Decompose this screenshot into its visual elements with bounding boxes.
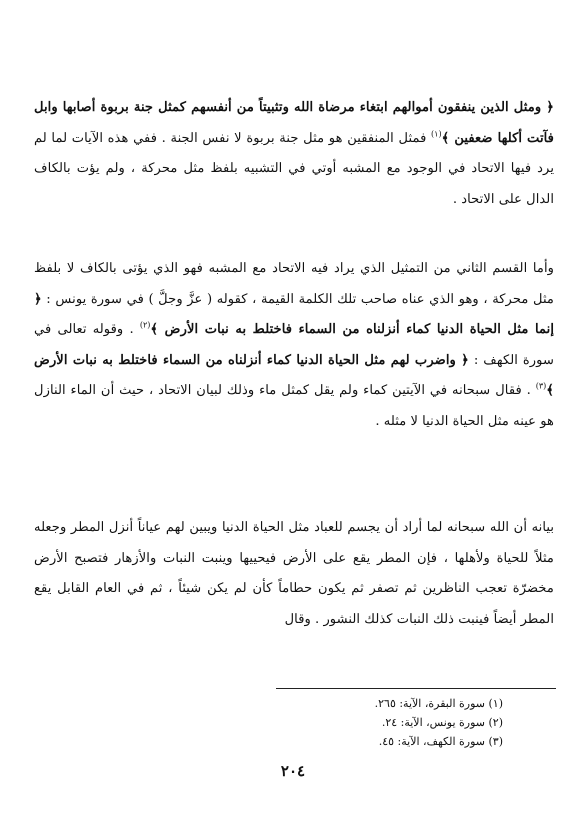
body-text: فمثل المنفقين هو مثل جنة بربوة لا نفس الجنة . ففي هذه الآيات لما لم يرد فيها الاتحاد في الوجود مع المشبه أوتي في التشبيه بلفظ مثل محركة ، ولم يؤت بالكاف الدال على الاتحاد . xyxy=(34,130,554,207)
footnote-2: (٢) سورة يونس، الآية: ٢٤. xyxy=(381,716,503,729)
footnote-ref: (٣) xyxy=(535,381,547,391)
footnote-ref: (٢) xyxy=(139,320,151,330)
footnote-3: (٣) سورة الكهف، الآية: ٤٥. xyxy=(378,735,503,748)
footnote-divider xyxy=(276,688,556,689)
paragraph-3 xyxy=(34,513,554,635)
quran-quote: ﴿ ومثل الذين ينفقون أموالهم ابتغاء مرضاة الله وتثبيتاً من أنفسهم كمثل جنة بربوة أصابها وابل فآتت أكلها ضعفين ﴾ xyxy=(34,100,554,146)
body-text: . وقوله تعالى في سورة الكهف : xyxy=(34,322,554,368)
footnotes-list xyxy=(203,694,503,751)
page-number: ٢٠٤ xyxy=(280,762,306,780)
body-text: . فقال سبحانه في الآيتين كماء ولم يقل كمثل ماء وذلك لبيان الاتحاد ، حيث أن الماء النازل هو عينه مثل الحياة الدنيا لا مثله . xyxy=(34,383,554,429)
body-text: وأما القسم الثاني من التمثيل الذي يراد فيه الاتحاد مع المشبه فهو الذي يؤتى بالكاف لا بلفظ مثل محركة ، وهو الذي عناه صاحب تلك الكلمة القيمة ، كقوله ( عزَّ وجلَّ ) في سورة يونس : xyxy=(34,261,554,307)
paragraph-2 xyxy=(34,254,554,438)
quran-quote: ﴿ واضرب لهم مثل الحياة الدنيا كماء أنزلناه من السماء فاختلط به نبات الأرض ﴾ xyxy=(34,352,554,399)
body-text: بيانه أن الله سبحانه لما أراد أن يجسم للعباد مثل الحياة الدنيا ويبين لهم عياناً أنزل المطر وجعله مثلاً للحياة ولأهلها ، فإن المطر يقع على الأرض فيحييها وينبت النبات والأزهار فتصبح الأرض مخضرّة تعجب الناظرين ثم تصفر ثم يكون حطاماً كأن لم يكن شيئاً ، ثم في العام القابل يقع المطر أيضاً فينبت ذلك النبات كذلك النشور . وقال xyxy=(34,520,554,627)
paragraph-1 xyxy=(34,93,554,215)
footnote-1: (١) سورة البقرة، الآية: ٢٦٥. xyxy=(374,697,503,710)
quran-quote: ﴿ إنما مثل الحياة الدنيا كماء أنزلناه من السماء فاختلط به نبات الأرض ﴾ xyxy=(34,291,554,338)
footnote-ref: (١) xyxy=(431,129,442,139)
